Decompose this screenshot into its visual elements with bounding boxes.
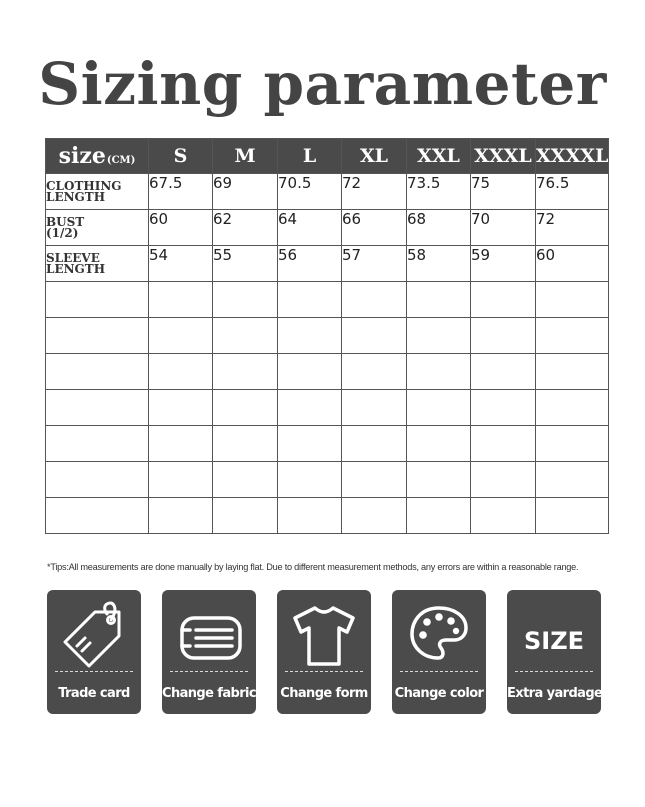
- empty-cell: [407, 318, 471, 354]
- table-row: [46, 246, 609, 282]
- card-divider: [285, 671, 363, 672]
- card-label: Change fabric: [162, 686, 256, 701]
- measurement-cell: 66: [342, 210, 407, 246]
- empty-cell: [407, 282, 471, 318]
- measurement-cell: 62: [213, 210, 278, 246]
- measurement-cell: 69: [213, 174, 278, 210]
- card-divider: [55, 671, 133, 672]
- row-label: [46, 246, 149, 282]
- empty-table-row: [46, 318, 609, 354]
- measurement-cell: 56: [278, 246, 342, 282]
- measurement-cell: 55: [213, 246, 278, 282]
- empty-cell: [342, 282, 407, 318]
- empty-cell: [149, 354, 213, 390]
- empty-cell: [46, 318, 149, 354]
- empty-cell: [407, 426, 471, 462]
- empty-cell: [471, 390, 536, 426]
- measurement-cell: 59: [471, 246, 536, 282]
- measurement-cell: 57: [342, 246, 407, 282]
- empty-cell: [149, 318, 213, 354]
- empty-cell: [46, 354, 149, 390]
- empty-cell: [342, 354, 407, 390]
- tag-icon: [47, 590, 141, 678]
- empty-cell: [213, 462, 278, 498]
- empty-cell: [278, 390, 342, 426]
- empty-cell: [342, 498, 407, 534]
- card-change-fabric: [162, 590, 256, 714]
- table-row: [46, 174, 609, 210]
- empty-cell: [278, 426, 342, 462]
- empty-cell: [46, 498, 149, 534]
- size-col-header: S: [149, 139, 213, 174]
- measurement-cell: 70.5: [278, 174, 342, 210]
- palette-icon: [392, 590, 486, 678]
- card-label: Change form: [280, 686, 368, 701]
- size-icon-text: SIZE: [523, 627, 585, 655]
- empty-cell: [213, 498, 278, 534]
- size-chart-table: [45, 138, 609, 534]
- tshirt-icon: [277, 590, 371, 678]
- empty-cell: [471, 282, 536, 318]
- size-col-header: XXXXL: [536, 139, 609, 174]
- empty-cell: [342, 462, 407, 498]
- size-header-label: size: [58, 143, 106, 169]
- measurement-cell: 58: [407, 246, 471, 282]
- empty-cell: [536, 390, 609, 426]
- empty-cell: [342, 426, 407, 462]
- measurement-cell: 75: [471, 174, 536, 210]
- empty-cell: [471, 318, 536, 354]
- empty-cell: [536, 462, 609, 498]
- row-label: [46, 174, 149, 210]
- empty-table-row: [46, 426, 609, 462]
- empty-cell: [278, 282, 342, 318]
- measurement-cell: 73.5: [407, 174, 471, 210]
- empty-cell: [213, 390, 278, 426]
- size-col-header: XXL: [407, 139, 471, 174]
- row-label-line: (1/2): [46, 225, 79, 240]
- empty-cell: [536, 318, 609, 354]
- empty-cell: [407, 462, 471, 498]
- card-trade-card: [47, 590, 141, 714]
- empty-cell: [213, 318, 278, 354]
- empty-table-row: [46, 282, 609, 318]
- fabric-roll-icon: [162, 590, 256, 678]
- empty-cell: [149, 498, 213, 534]
- empty-cell: [213, 354, 278, 390]
- empty-cell: [46, 462, 149, 498]
- row-label: [46, 210, 149, 246]
- empty-table-row: [46, 354, 609, 390]
- empty-cell: [407, 354, 471, 390]
- card-change-form: [277, 590, 371, 714]
- empty-cell: [149, 426, 213, 462]
- empty-cell: [278, 462, 342, 498]
- empty-cell: [46, 282, 149, 318]
- size-header-unit: (CM): [106, 155, 136, 166]
- size-col-header: XL: [342, 139, 407, 174]
- row-label-line: LENGTH: [46, 189, 106, 204]
- measurement-cell: 67.5: [149, 174, 213, 210]
- row-label-line: BUST: [46, 214, 85, 229]
- empty-cell: [342, 318, 407, 354]
- empty-cell: [278, 498, 342, 534]
- measurement-cell: 68: [407, 210, 471, 246]
- table-header-row: [46, 139, 609, 174]
- row-label-line: SLEEVE: [46, 250, 100, 265]
- empty-cell: [536, 354, 609, 390]
- empty-table-row: [46, 498, 609, 534]
- size-col-header: M: [213, 139, 278, 174]
- empty-cell: [407, 390, 471, 426]
- empty-cell: [342, 390, 407, 426]
- size-header-cell: [46, 139, 149, 174]
- size-icon: [507, 590, 601, 678]
- table-row: [46, 210, 609, 246]
- empty-cell: [278, 318, 342, 354]
- measurement-cell: 54: [149, 246, 213, 282]
- measurement-cell: 72: [342, 174, 407, 210]
- empty-cell: [46, 390, 149, 426]
- card-divider: [400, 671, 478, 672]
- measurement-cell: 60: [536, 246, 609, 282]
- card-divider: [515, 671, 593, 672]
- empty-table-row: [46, 462, 609, 498]
- tips-note: *Tips:All measurements are done manually by laying flat. Due to different measurement methods, any errors are within a reasonable range.: [47, 562, 579, 572]
- measurement-cell: 70: [471, 210, 536, 246]
- empty-table-row: [46, 390, 609, 426]
- measurement-cell: 76.5: [536, 174, 609, 210]
- empty-cell: [536, 426, 609, 462]
- empty-cell: [213, 282, 278, 318]
- size-col-header: L: [278, 139, 342, 174]
- row-label-line: CLOTHING: [46, 178, 122, 193]
- size-col-header: XXXL: [471, 139, 536, 174]
- card-divider: [170, 671, 248, 672]
- empty-cell: [46, 426, 149, 462]
- empty-cell: [471, 498, 536, 534]
- empty-cell: [536, 282, 609, 318]
- card-extra-yardage: [507, 590, 601, 714]
- measurement-cell: 60: [149, 210, 213, 246]
- page-title: Sizing parameter: [38, 50, 607, 118]
- card-label: Trade card: [58, 686, 130, 701]
- measurement-cell: 72: [536, 210, 609, 246]
- empty-cell: [471, 354, 536, 390]
- empty-cell: [149, 282, 213, 318]
- empty-cell: [149, 462, 213, 498]
- empty-cell: [471, 462, 536, 498]
- empty-cell: [536, 498, 609, 534]
- card-label: Extra yardage: [507, 686, 603, 701]
- card-label: Change color: [394, 686, 484, 701]
- row-label-line: LENGTH: [46, 261, 106, 276]
- measurement-cell: 64: [278, 210, 342, 246]
- empty-cell: [407, 498, 471, 534]
- card-change-color: [392, 590, 486, 714]
- empty-cell: [471, 426, 536, 462]
- empty-cell: [278, 354, 342, 390]
- empty-cell: [149, 390, 213, 426]
- empty-cell: [213, 426, 278, 462]
